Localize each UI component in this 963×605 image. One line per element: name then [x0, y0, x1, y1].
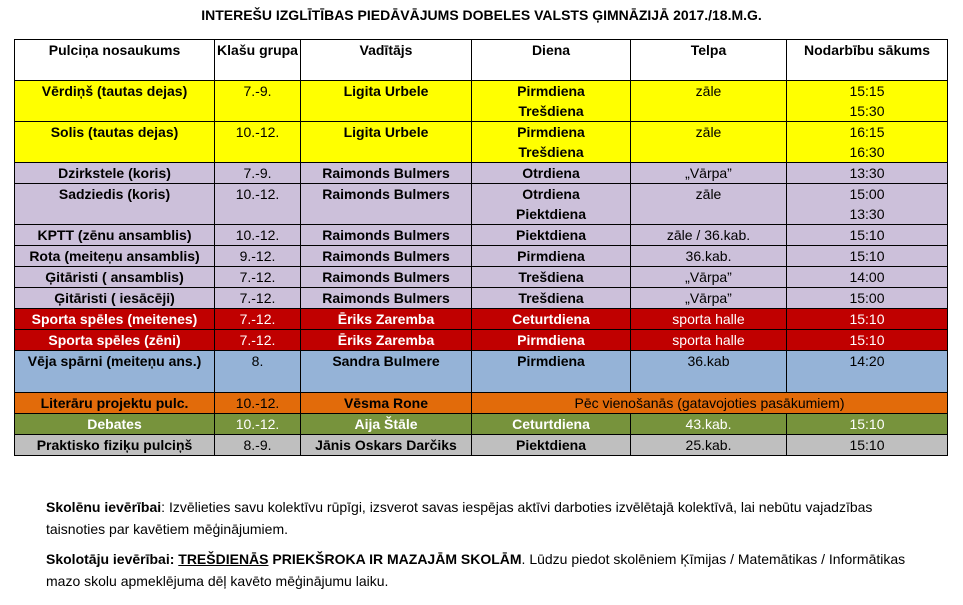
cell-name: Sporta spēles (meitenes) — [15, 309, 215, 330]
students-note-text: : Izvēlieties savu kolektīvu rūpīgi, izsverot savas iespējas aktīvi darboties izvēlētajā kolektīvā, lai nebūtu vajadzības taisnoties par kavētiem mēģinājumiem. — [46, 499, 873, 537]
cell-grade: 8. — [215, 351, 301, 393]
cell-time — [787, 122, 948, 163]
header-name: Pulciņa nosaukums — [15, 40, 215, 81]
cell-time-2: 15:30 — [849, 103, 885, 119]
cell-room: 25.kab. — [631, 435, 787, 456]
cell-day: Otrdiena — [472, 163, 631, 184]
cell-time-1: 15:15 — [849, 83, 885, 99]
cell-time: 13:30 — [787, 163, 948, 184]
table-row — [15, 246, 948, 267]
cell-time: 14:20 — [787, 351, 948, 393]
cell-leader: Vēsma Rone — [301, 393, 472, 414]
notes-section — [46, 496, 926, 600]
cell-leader: Raimonds Bulmers — [301, 288, 472, 309]
cell-leader: Ēriks Zaremba — [301, 330, 472, 351]
cell-day: Ceturtdiena — [472, 309, 631, 330]
table-row — [15, 330, 948, 351]
table-row — [15, 267, 948, 288]
cell-time: 15:10 — [787, 225, 948, 246]
cell-time — [787, 184, 948, 225]
cell-time-2: 13:30 — [849, 206, 885, 222]
cell-leader: Ligita Urbele — [301, 81, 472, 122]
teachers-note-text: . Lūdzu piedot skolēniem Ķīmijas / Matemātikas / Informātikas mazo skolu apmeklējuma dēļ kavēto mēģinājumu laiku. — [46, 551, 906, 589]
cell-day: Pirmdiena — [472, 330, 631, 351]
cell-day — [472, 184, 631, 225]
cell-day: Pirmdiena — [472, 351, 631, 393]
cell-room: 36.kab. — [631, 246, 787, 267]
cell-name: Rota (meiteņu ansamblis) — [15, 246, 215, 267]
cell-room: „Vārpa” — [631, 288, 787, 309]
table-row — [15, 288, 948, 309]
header-grade-line2: grupa — [259, 42, 298, 58]
cell-day-2: Trešdiena — [518, 144, 584, 160]
cell-grade: 7.-9. — [215, 163, 301, 184]
cell-room: 36.kab — [631, 351, 787, 393]
table-row — [15, 351, 948, 393]
cell-leader: Ēriks Zaremba — [301, 309, 472, 330]
table-row — [15, 225, 948, 246]
cell-leader: Aija Štāle — [301, 414, 472, 435]
teachers-note-label: Skolotāju ievērībai: — [46, 551, 175, 567]
cell-leader: Ligita Urbele — [301, 122, 472, 163]
cell-time: 15:10 — [787, 309, 948, 330]
cell-grade: 8.-9. — [215, 435, 301, 456]
table-row — [15, 435, 948, 456]
cell-time: 15:10 — [787, 414, 948, 435]
table-row — [15, 81, 948, 122]
cell-leader: Raimonds Bulmers — [301, 267, 472, 288]
cell-time: 15:10 — [787, 246, 948, 267]
cell-time: 15:10 — [787, 330, 948, 351]
cell-day-1: Pirmdiena — [517, 124, 585, 140]
cell-day-1: Pirmdiena — [517, 83, 585, 99]
cell-name: Praktisko fiziķu pulciņš — [15, 435, 215, 456]
cell-grade: 10.-12. — [215, 225, 301, 246]
cell-leader: Raimonds Bulmers — [301, 246, 472, 267]
cell-day-2: Trešdiena — [518, 103, 584, 119]
cell-grade: 7.-12. — [215, 267, 301, 288]
header-row — [15, 40, 948, 81]
teachers-note-bold: PRIEKŠROKA IR MAZAJĀM SKOLĀM — [268, 551, 522, 567]
cell-day: Piektdiena — [472, 225, 631, 246]
header-start: Nodarbību sākums — [787, 40, 948, 81]
table-row — [15, 393, 948, 414]
cell-time: 15:00 — [787, 288, 948, 309]
cell-name: Dzirkstele (koris) — [15, 163, 215, 184]
cell-room: 43.kab. — [631, 414, 787, 435]
schedule-table — [14, 39, 948, 456]
cell-name: Literāru projektu pulc. — [15, 393, 215, 414]
students-note-label: Skolēnu ievērībai — [46, 499, 162, 515]
cell-merged-note: Pēc vienošanās (gatavojoties pasākumiem) — [472, 393, 948, 414]
cell-leader: Raimonds Bulmers — [301, 163, 472, 184]
cell-day: Trešdiena — [472, 267, 631, 288]
header-grade — [215, 40, 301, 81]
cell-room: „Vārpa” — [631, 163, 787, 184]
cell-name: Sadziedis (koris) — [15, 184, 215, 225]
cell-leader: Raimonds Bulmers — [301, 225, 472, 246]
cell-grade: 10.-12. — [215, 393, 301, 414]
header-grade-line1: Klašu — [217, 42, 256, 58]
cell-grade: 9.-12. — [215, 246, 301, 267]
table-row — [15, 163, 948, 184]
cell-time-1: 16:15 — [849, 124, 885, 140]
cell-day: Ceturtdiena — [472, 414, 631, 435]
students-note — [46, 496, 926, 540]
cell-name: Debates — [15, 414, 215, 435]
cell-grade: 10.-12. — [215, 184, 301, 225]
cell-room: sporta halle — [631, 330, 787, 351]
header-day: Diena — [472, 40, 631, 81]
cell-name: Vēja spārni (meiteņu ans.) — [15, 351, 215, 393]
cell-time: 15:10 — [787, 435, 948, 456]
cell-room: zāle — [631, 184, 787, 225]
cell-day-2: Piektdiena — [515, 206, 587, 222]
cell-name: KPTT (zēnu ansamblis) — [15, 225, 215, 246]
cell-day: Trešdiena — [472, 288, 631, 309]
cell-time: 14:00 — [787, 267, 948, 288]
cell-name: Ģitāristi ( ansamblis) — [15, 267, 215, 288]
teachers-note — [46, 548, 926, 592]
cell-name: Solis (tautas dejas) — [15, 122, 215, 163]
cell-day: Pirmdiena — [472, 246, 631, 267]
cell-grade: 7.-12. — [215, 309, 301, 330]
cell-grade: 7.-12. — [215, 330, 301, 351]
cell-name: Ģitāristi ( iesācēji) — [15, 288, 215, 309]
cell-day — [472, 81, 631, 122]
cell-name: Vērdiņš (tautas dejas) — [15, 81, 215, 122]
header-leader: Vadītājs — [301, 40, 472, 81]
cell-room: sporta halle — [631, 309, 787, 330]
table-row — [15, 184, 948, 225]
cell-room: zāle — [631, 81, 787, 122]
cell-room: zāle — [631, 122, 787, 163]
cell-name: Sporta spēles (zēni) — [15, 330, 215, 351]
cell-leader: Jānis Oskars Darčiks — [301, 435, 472, 456]
cell-time — [787, 81, 948, 122]
table-row — [15, 414, 948, 435]
cell-leader: Raimonds Bulmers — [301, 184, 472, 225]
cell-grade: 7.-9. — [215, 81, 301, 122]
cell-time-2: 16:30 — [849, 144, 885, 160]
header-room: Telpa — [631, 40, 787, 81]
cell-time-1: 15:00 — [849, 186, 885, 202]
cell-day-1: Otrdiena — [522, 186, 580, 202]
cell-grade: 10.-12. — [215, 414, 301, 435]
cell-room: „Vārpa” — [631, 267, 787, 288]
cell-day — [472, 122, 631, 163]
page-title: INTEREŠU IZGLĪTĪBAS PIEDĀVĀJUMS DOBELES VALSTS ĢIMNĀZIJĀ 2017./18.M.G. — [201, 7, 762, 23]
cell-grade: 7.-12. — [215, 288, 301, 309]
cell-day: Piektdiena — [472, 435, 631, 456]
table-row — [15, 122, 948, 163]
teachers-note-underline: TREŠDIENĀS — [178, 551, 269, 567]
cell-grade: 10.-12. — [215, 122, 301, 163]
table-row — [15, 309, 948, 330]
cell-room: zāle / 36.kab. — [631, 225, 787, 246]
cell-leader: Sandra Bulmere — [301, 351, 472, 393]
